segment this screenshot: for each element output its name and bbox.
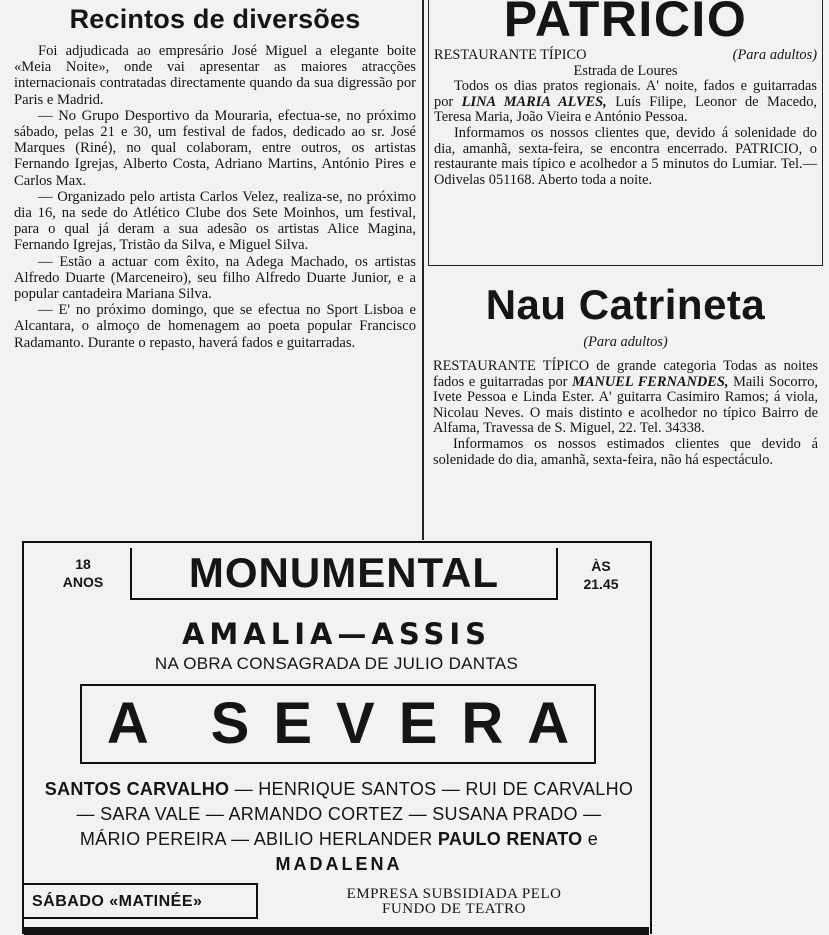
patricio-subtitle-row <box>434 48 817 64</box>
age-label: ANOS <box>62 574 104 590</box>
news-paragraph: Foi adjudicada ao empresário José Miguel a elegante boite «Meia Noite», onde vai apresentar as maiores atracções internacionais contratadas directamente quando da sua digressão por Paris e Madrid. <box>14 43 416 108</box>
nau-audience: (Para adultos) <box>583 334 668 350</box>
author-line: NA OBRA CONSAGRADA DE JULIO DANTAS <box>154 654 519 673</box>
subsidy-line: FUNDO DE TEATRO <box>382 901 526 917</box>
cast-names: — HENRIQUE SANTOS — RUI DE CARVALHO — SARA VALE — ARMANDO CORTEZ — SUSANA PRADO — MÁRIO PEREIRA — ABILIO HERLANDER <box>76 779 634 849</box>
column-divider <box>422 0 424 540</box>
nau-paragraph <box>433 359 818 437</box>
age-rating <box>44 555 122 591</box>
cast-list <box>44 777 634 877</box>
monumental-ad <box>22 541 652 934</box>
patricio-title: PATRICIO <box>503 0 748 47</box>
patricio-ad <box>428 0 823 266</box>
nau-catrineta-ad <box>428 274 823 468</box>
age-number: 18 <box>75 556 91 572</box>
cast-lead: MADALENA <box>275 854 403 874</box>
news-body <box>14 43 416 351</box>
time-label: ÀS <box>591 558 611 574</box>
patricio-subtitle: RESTAURANTE TÍPICO <box>434 47 587 63</box>
news-heading: Recintos de diversões <box>69 4 361 34</box>
matinee-box: SÁBADO «MATINÉE» <box>24 883 258 919</box>
patricio-text: Todos os dias pratos regionais. A' noite, fados e guitarradas por <box>434 78 817 110</box>
news-paragraph: — Estão a actuar com êxito, na Adega Machado, os artistas Alfredo Duarte (Marceneiro), seu filho Alfredo Duarte Junior, e a popular cantadeira Mariana Silva. <box>14 253 416 303</box>
nau-text: RESTAURANTE TÍPICO de grande categoria Todas as noites fados e guitarradas por <box>433 358 818 390</box>
nau-paragraph: Informamos os nossos estimados clientes que devido á solenidade do dia, amanhã, sexta-feira, não há espectáculo. <box>433 435 818 468</box>
nau-body <box>433 359 818 468</box>
patricio-body <box>434 79 817 188</box>
time-value: 21.45 <box>583 576 619 592</box>
play-title: A SEVERA <box>80 684 596 764</box>
nau-star-name: MANUEL FERNANDES, <box>572 373 729 390</box>
show-time <box>569 557 633 593</box>
nau-text: Maili Socorro, Ivete Pessoa e Linda Ester. A' guitarra Casimiro Ramos; á viola, Nicolau Neves. O mais distinto e acolhedor no típico Bairro de Alfama, Travessa de S. Miguel, 22. Tel. 34338. <box>433 373 818 437</box>
cast-lead: SANTOS CARVALHO <box>44 779 230 799</box>
patricio-star-name: LINA MARIA ALVES, <box>461 93 607 110</box>
patricio-audience: (Para adultos) <box>732 47 817 63</box>
patricio-location: Estrada de Loures <box>573 62 678 79</box>
patricio-paragraph: Informamos os nossos clientes que, devido á solenidade do dia, amanhã, sexta-feira, se encontra encerrado. PATRICIO, o restaurante mais típico e acolhedor a 5 minutos do Lumiar. Tel.—Odivelas 051168. Aberto toda a noite. <box>434 124 817 188</box>
cast-lead: PAULO RENATO <box>437 829 583 849</box>
news-paragraph: — E' no próximo domingo, que se efectua no Sport Lisboa e Alcantara, o almoço de homenagem ao poeta popular Francisco Radamanto. Durante o repasto, haverá fados e guitarradas. <box>14 302 416 351</box>
news-paragraph: — No Grupo Desportivo da Mouraria, efectua-se, no próximo sábado, pelas 21 e 30, um festival de fados, dedicado ao sr. José Marques (Riné), no qual colaboram, entre outros, os artistas Fernando Igrejas, Alberto Costa, Adriano Martins, António Pires e Carlos Max. <box>14 107 416 189</box>
theatre-title: MONUMENTAL <box>130 548 558 600</box>
news-paragraph: — Organizado pelo artista Carlos Velez, realiza-se, no próximo dia 16, na sede do Atlético Clube dos Sete Moinhos, um festival, para o qual já deram a sua adesão os artistas Alice Magina, Fernando Igrejas, Tristão da Silva, e Miguel Silva. <box>14 188 416 254</box>
news-column <box>14 4 416 351</box>
nau-title: Nau Catrineta <box>485 281 766 328</box>
cast-conjunction: e <box>582 829 599 849</box>
subsidy-note <box>294 887 614 917</box>
subsidy-line: EMPRESA SUBSIDIADA PELO <box>346 886 562 902</box>
stars-line: AMALIA—ASSIS <box>181 617 492 651</box>
patricio-text: Luís Filipe, Leonor de Macedo, Teresa Maria, João Vieira e António Pessoa. <box>434 93 817 126</box>
patricio-paragraph <box>434 79 817 126</box>
